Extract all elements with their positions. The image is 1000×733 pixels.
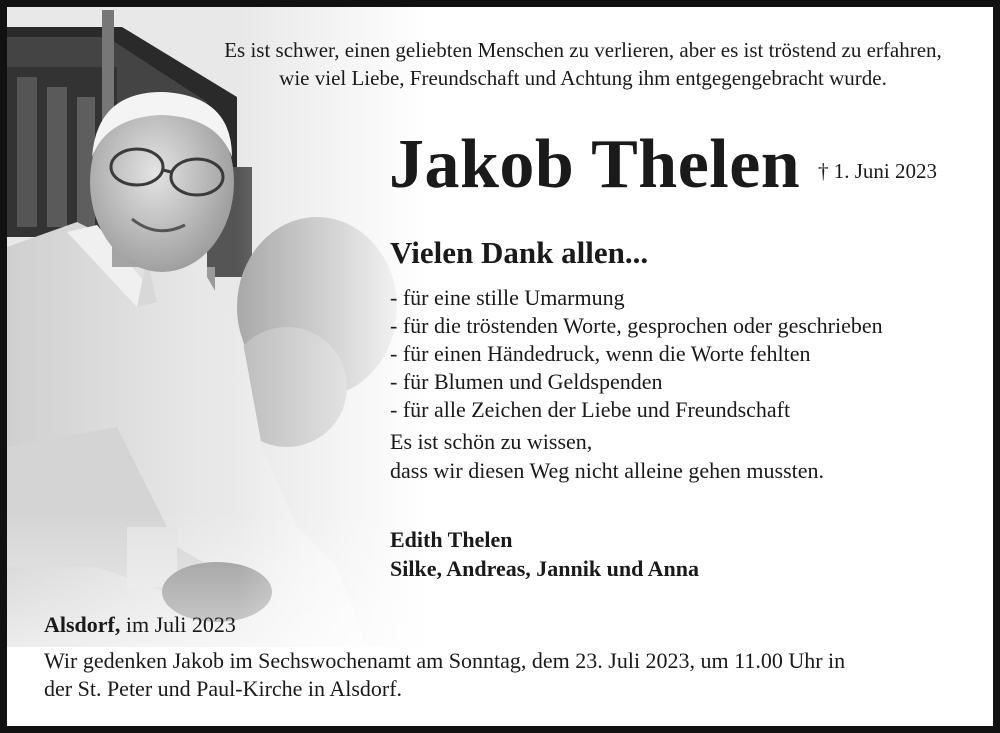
signer-line-2: Silke, Andreas, Jannik und Anna — [390, 556, 699, 581]
signer-line-1: Edith Thelen — [390, 527, 513, 552]
signers — [390, 525, 699, 583]
place-date — [44, 612, 236, 638]
intro-line-2: wie viel Liebe, Freundschaft und Achtung ihm entgegengebracht wurde. — [279, 66, 887, 90]
intro-line-1: Es ist schwer, einen geliebten Menschen zu verlieren, aber es ist tröstend zu erfahren, — [224, 38, 942, 62]
thanks-item: - für alle Zeichen der Liebe und Freundschaft — [390, 397, 791, 422]
thanks-item: - für die tröstenden Worte, gesprochen oder geschrieben — [390, 313, 883, 338]
deceased-name: Jakob Thelen — [389, 126, 801, 203]
closing-line-2: dass wir diesen Weg nicht alleine gehen mussten. — [390, 458, 825, 483]
thanks-heading: Vielen Dank allen... — [390, 235, 649, 270]
death-date: † 1. Juni 2023 — [818, 159, 938, 183]
place-city: Alsdorf, — [44, 612, 121, 637]
place-month: im Juli 2023 — [120, 612, 236, 637]
memorial-service-notice — [44, 647, 984, 703]
thanks-list — [390, 284, 883, 424]
intro-quote — [183, 36, 983, 92]
thanks-item: - für eine stille Umarmung — [390, 285, 625, 310]
closing-line-1: Es ist schön zu wissen, — [390, 429, 593, 454]
thanks-item: - für Blumen und Geldspenden — [390, 369, 663, 394]
closing-text — [390, 427, 824, 485]
thanks-item: - für einen Händedruck, wenn die Worte fehlten — [390, 341, 811, 366]
memorial-line-2: der St. Peter und Paul-Kirche in Alsdorf. — [44, 676, 403, 701]
memorial-line-1: Wir gedenken Jakob im Sechswochenamt am Sonntag, dem 23. Juli 2023, um 11.00 Uhr in — [44, 648, 846, 673]
